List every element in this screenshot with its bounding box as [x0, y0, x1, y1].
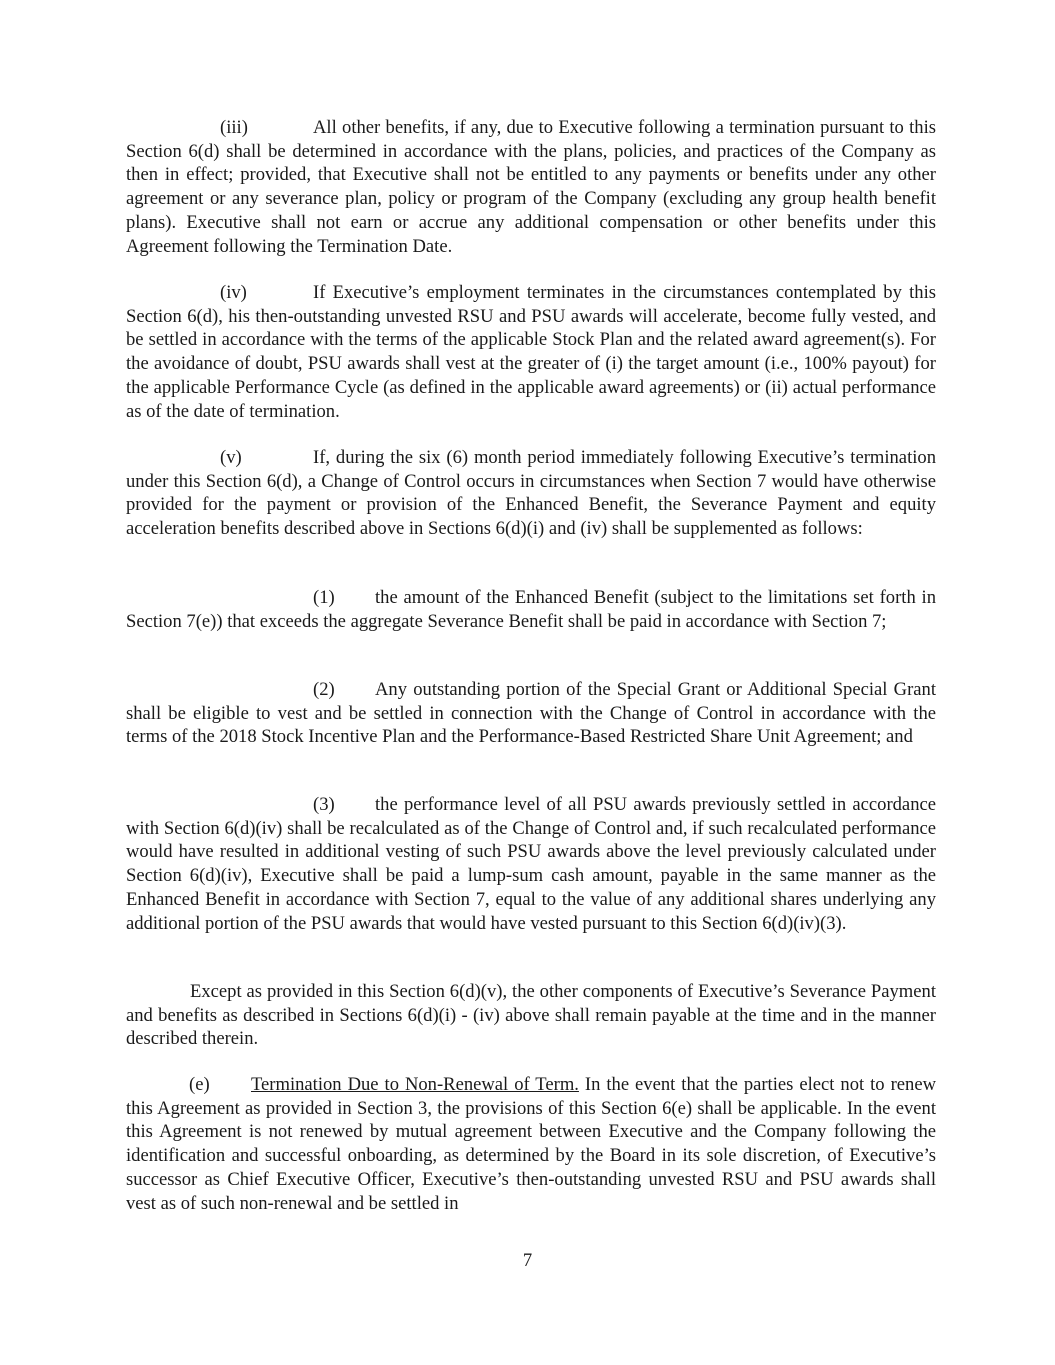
section-heading: Termination Due to Non-Renewal of Term. [251, 1074, 579, 1095]
paragraph-text: Except as provided in this Section 6(d)(v), the other components of Executive’s Severance Payment and benefits as described in Sections 6(d)(i) - (iv) above shall remain payable at the time and in the manner described therein. [126, 981, 936, 1050]
paragraph-except [126, 980, 936, 1051]
paragraph-number: (1) [313, 587, 335, 608]
paragraph-number: (2) [313, 679, 335, 700]
paragraph-number: (iii) [220, 117, 248, 138]
paragraph-v-1 [126, 586, 936, 633]
paragraph-text: All other benefits, if any, due to Executive following a termination pursuant to this Section 6(d) shall be determined in accordance with the plans, policies, and practices of the Company as then in effect; provided, that Executive shall not be entitled to any payments or benefits under any other agreement or any severance plan, policy or program of the Company (excluding any group health benefit plans). Executive shall not earn or accrue any additional compensation or other benefits under this Agreement following the Termination Date. [126, 117, 936, 257]
paragraph-text: In the event that the parties elect not to renew this Agreement as provided in Section 3, the provisions of this Section 6(e) shall be applicable. In the event this Agreement is not renewed by mutual agreement between Executive and the Company following the identification and successful onboarding, as determined by the Board in its sole discretion, of Executive’s successor as Chief Executive Officer, Executive’s then-outstanding unvested RSU and PSU awards shall vest as of such non-renewal and be settled in [126, 1074, 936, 1214]
paragraph-v-3 [126, 793, 936, 935]
paragraph-v [126, 446, 936, 541]
paragraph-number: (3) [313, 794, 335, 815]
paragraph-text: the performance level of all PSU awards previously settled in accordance with Section 6(d)(iv) shall be recalculated as of the Change of Control and, if such recalculated performance would have resulted in additional vesting of such PSU awards above the level previously calculated under Section 6(d)(iv), Executive shall be paid a lump-sum cash amount, payable in the same manner as the Enhanced Benefit in accordance with Section 7, equal to the value of any additional shares underlying any additional portion of the PSU awards that would have vested pursuant to this Section 6(d)(iv)(3). [126, 794, 936, 934]
paragraph-text: Any outstanding portion of the Special Grant or Additional Special Grant shall be eligible to vest and be settled in connection with the Change of Control in accordance with the terms of the 2018 Stock Incentive Plan and the Performance-Based Restricted Share Unit Agreement; and [126, 679, 936, 748]
paragraph-text: the amount of the Enhanced Benefit (subject to the limitations set forth in Section 7(e)) that exceeds the aggregate Severance Benefit shall be paid in accordance with Section 7; [126, 587, 936, 632]
paragraph-v-2 [126, 678, 936, 749]
paragraph-text: If, during the six (6) month period immediately following Executive’s termination under this Section 6(d), a Change of Control occurs in circumstances when Section 7 would have otherwise provided for the payment or provision of the Enhanced Benefit, the Severance Payment and equity acceleration benefits described above in Sections 6(d)(i) and (iv) shall be supplemented as follows: [126, 447, 936, 540]
paragraph-e [126, 1073, 936, 1215]
paragraph-number: (iv) [220, 282, 247, 303]
paragraph-text: If Executive’s employment terminates in the circumstances contemplated by this Section 6(d), his then-outstanding unvested RSU and PSU awards will accelerate, become fully vested, and be settled in accordance with the terms of the applicable Stock Plan and the related award agreement(s). For the avoidance of doubt, PSU awards shall vest at the greater of (i) the target amount (i.e., 100% payout) for the applicable Performance Cycle (as defined in the applicable award agreements) or (ii) actual performance as of the date of termination. [126, 282, 936, 422]
paragraph-iv [126, 281, 936, 423]
paragraph-iii [126, 116, 936, 258]
paragraph-number: (v) [220, 447, 242, 468]
paragraph-number: (e) [189, 1074, 210, 1095]
page-number: 7 [522, 1250, 533, 1271]
